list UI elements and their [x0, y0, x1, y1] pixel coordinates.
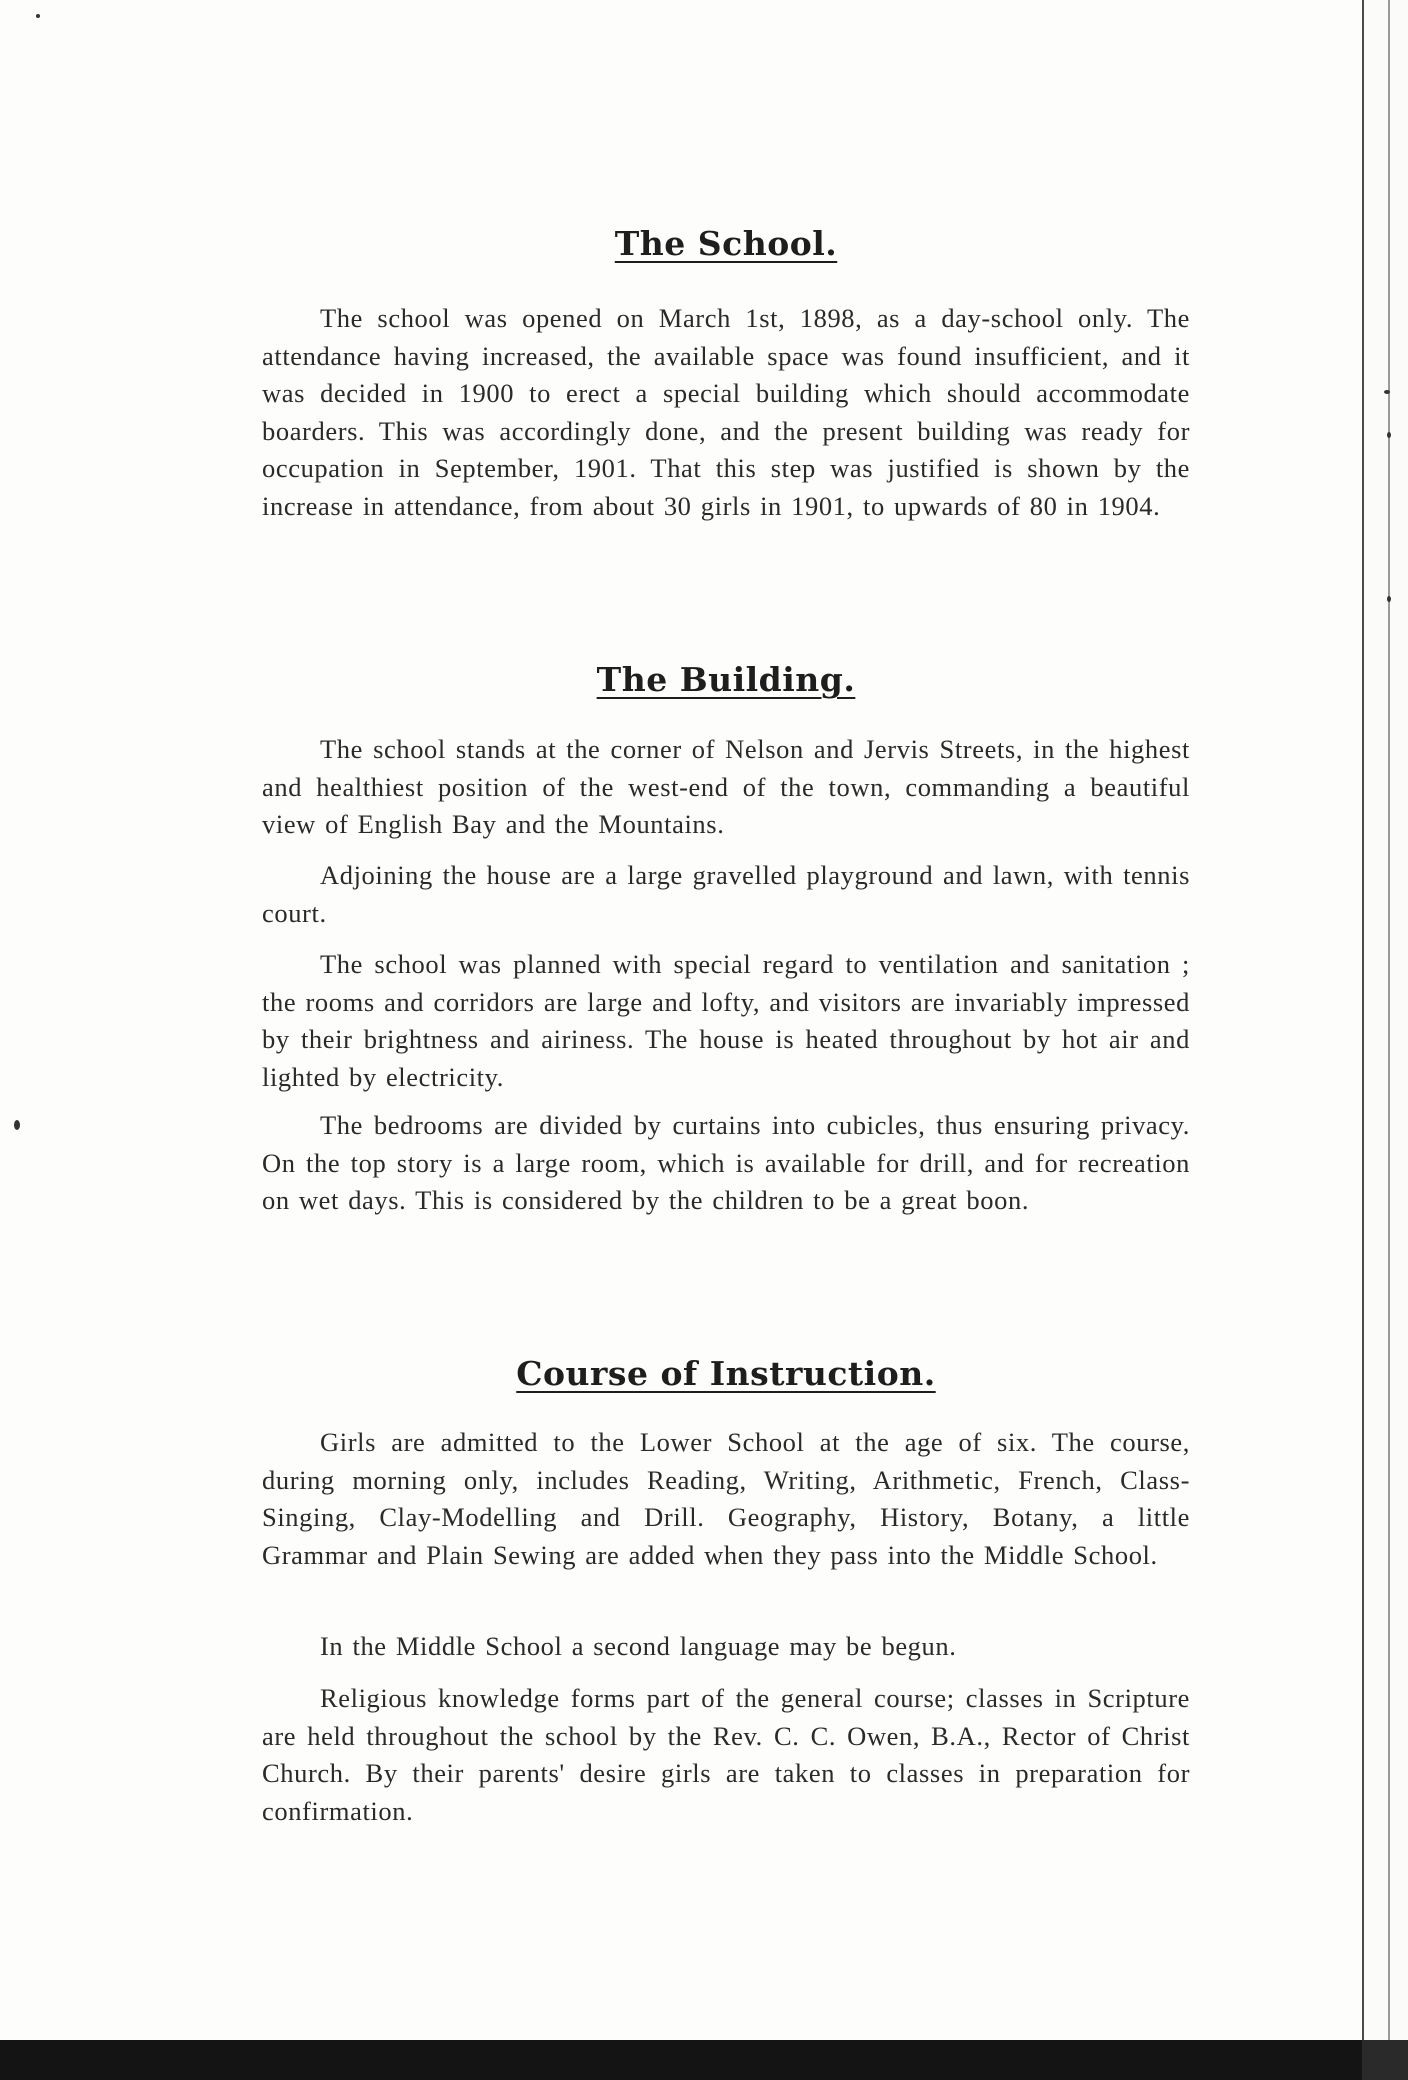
- page-edge-line: [1388, 0, 1390, 2040]
- paragraph: Religious knowledge forms part of the general course; classes in Scripture are held throughout the school by the Rev. C. C. Owen, B.A., Rector of Christ Church. By their parents' desire girls are taken to classes in preparation for confirmation.: [262, 1683, 1190, 1826]
- paragraph: The bedrooms are divided by curtains into cubicles, thus ensuring privacy. On the top story is a large room, which is available for drill, and for recreation on wet days. This is considered by the children to be a great boon.: [262, 1110, 1190, 1215]
- scan-mark: [1387, 596, 1391, 602]
- scan-mark: [14, 1120, 20, 1130]
- section-heading-course: Course of Instruction.: [516, 1354, 936, 1393]
- scan-mark: [36, 14, 40, 18]
- paragraph: The school was planned with special regard to ventilation and sanitation ; the rooms and corridors are large and lofty, and visitors are invariably impressed by their brightness and airiness. The house is heated throughout by hot air and lighted by electricity.: [262, 949, 1190, 1092]
- paragraph: The school was opened on March 1st, 1898, as a day-school only. The attendance having increased, the available space was found insufficient, and it was decided in 1900 to erect a special building which should accommodate boarders. This was accordingly done, and the present building was ready for occupation in September, 1901. That this step was justified is shown by the increase in attendance, from about 30 girls in 1901, to upwards of 80 in 1904.: [262, 303, 1190, 521]
- section-heading-building: The Building.: [596, 660, 856, 699]
- paragraph: Girls are admitted to the Lower School at the age of six. The course, during morning only, includes Reading, Writing, Arithmetic, French, Class-Singing, Clay-Modelling and Drill. Geography, History, Botany, a little Grammar and Plain Sewing are added when they pass into the Middle School.: [262, 1427, 1190, 1570]
- scan-bottom-corner: [1362, 2040, 1408, 2080]
- scan-bottom-border: [0, 2040, 1408, 2080]
- paragraph: Adjoining the house are a large gravelled playground and lawn, with tennis court.: [262, 860, 1190, 928]
- scan-mark: [1387, 432, 1391, 438]
- section-heading-school: The School.: [614, 224, 838, 263]
- paragraph: In the Middle School a second language may be begun.: [320, 1631, 957, 1661]
- scan-mark: [1384, 390, 1390, 394]
- page-right-edge: [1362, 0, 1408, 2080]
- paragraph: The school stands at the corner of Nelson and Jervis Streets, in the highest and healthiest position of the west-end of the town, commanding a beautiful view of English Bay and the Mountains.: [262, 734, 1190, 839]
